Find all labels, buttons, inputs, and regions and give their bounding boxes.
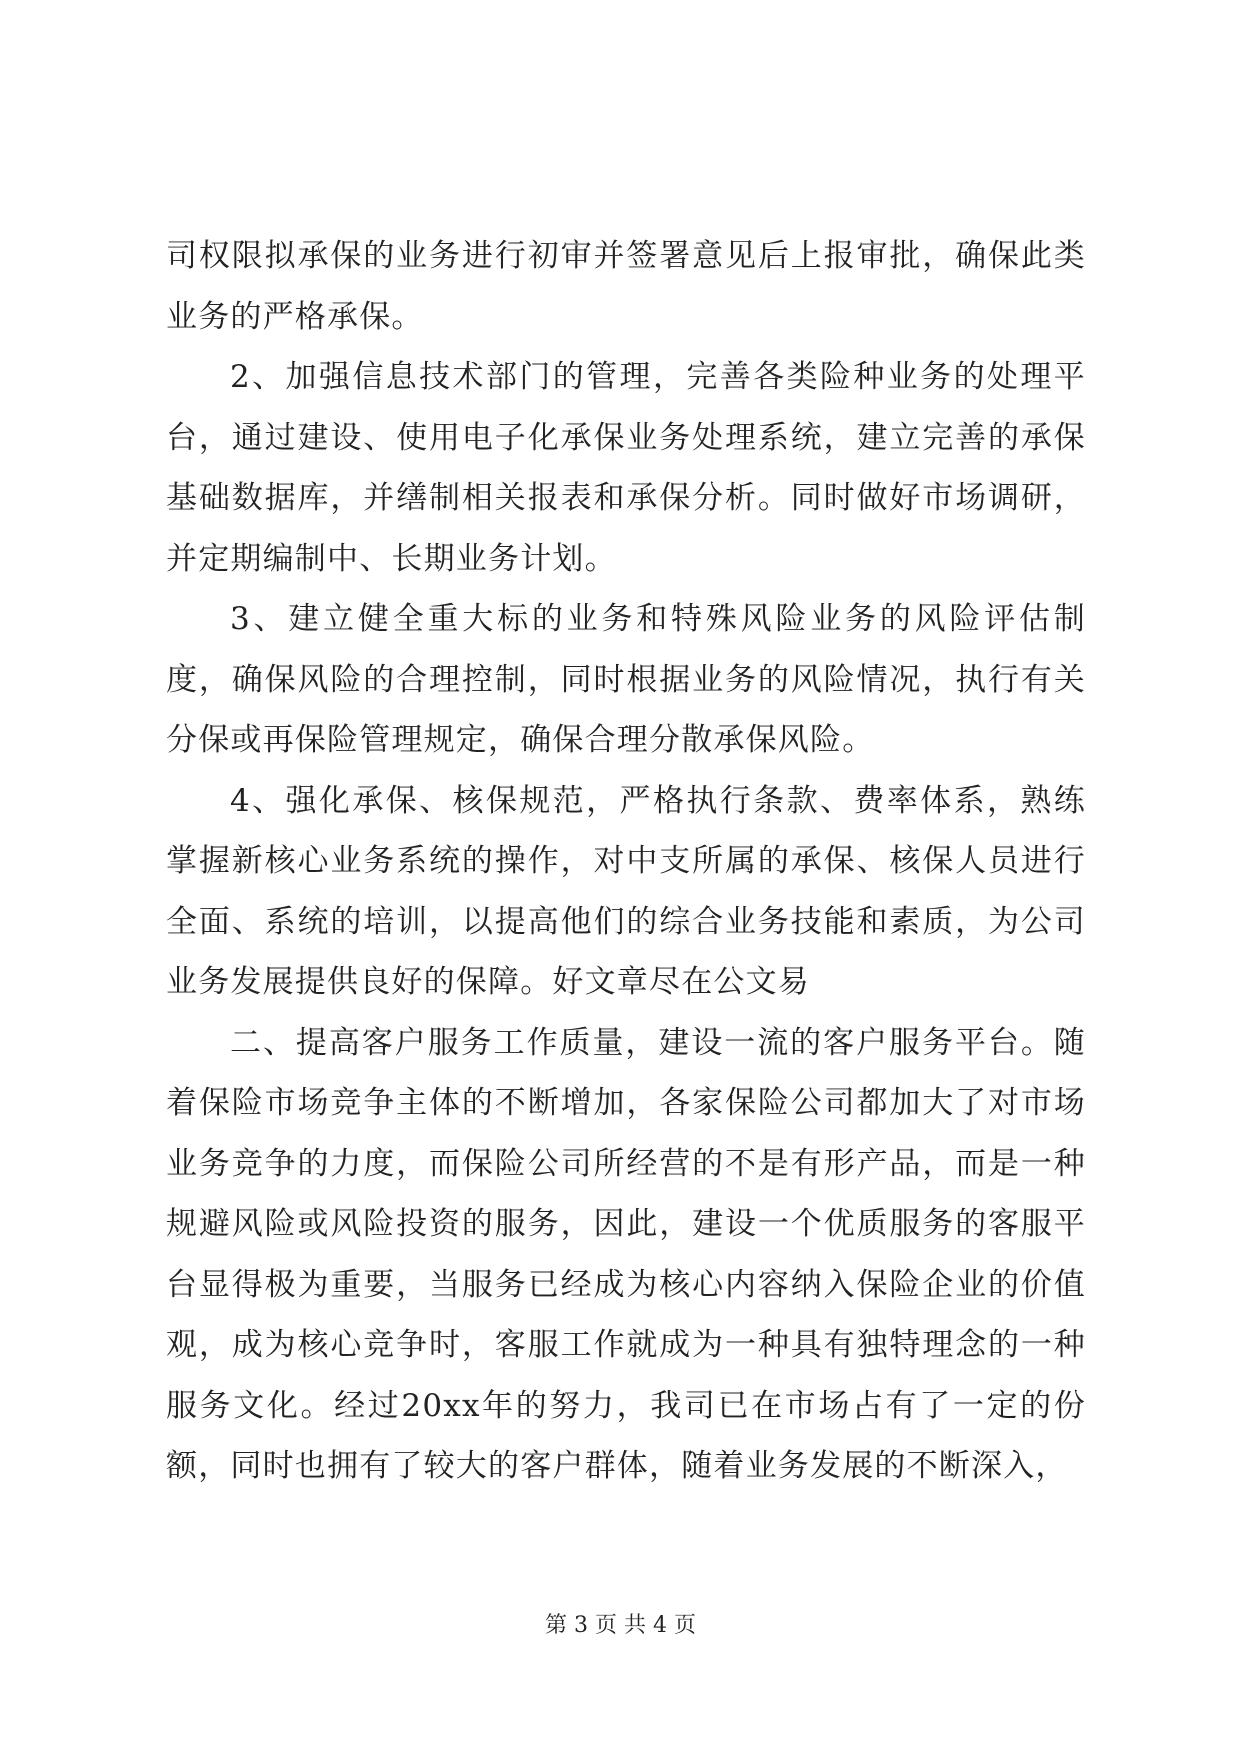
page-number-footer: 第 3 页 共 4 页 <box>545 1613 696 1638</box>
paragraph-continuation: 司权限拟承保的业务进行初审并签署意见后上报审批，确保此类业务的严格承保。 <box>166 238 1086 335</box>
paragraph-section-2: 二、提高客户服务工作质量，建设一流的客户服务平台。随着保险市场竞争主体的不断增加，各家保险公司都加大了对市场业务竞争的力度，而保险公司所经营的不是有形产品，而是一种规避风险或风险投资的服务，因此，建设一个优质服务的客服平台显得极为重要，当服务已经成为核心内容纳入保险企业的价值观，成为核心竞争时，客服工作就成为一种具有独特理念的一种服务文化。经过20xx年的努力，我司已在市场占有了一定的份额，同时也拥有了较大的客户群体，随着业务发展的不断深入， <box>166 1024 1086 1484</box>
paragraph-item-4: 4、强化承保、核保规范，严格执行条款、费率体系，熟练掌握新核心业务系统的操作，对中支所属的承保、核保人员进行全面、系统的培训，以提高他们的综合业务技能和素质，为公司业务发展提供良好的保障。好文章尽在公文易 <box>166 782 1086 1000</box>
paragraph-item-3: 3、建立健全重大标的业务和特殊风险业务的风险评估制度，确保风险的合理控制，同时根据业务的风险情况，执行有关分保或再保险管理规定，确保合理分散承保风险。 <box>166 601 1086 758</box>
paragraph-item-2: 2、加强信息技术部门的管理，完善各类险种业务的处理平台，通过建设、使用电子化承保业务处理系统，建立完善的承保基础数据库，并缮制相关报表和承保分析。同时做好市场调研，并定期编制中、长期业务计划。 <box>166 359 1086 577</box>
document-body <box>166 226 1086 1497</box>
